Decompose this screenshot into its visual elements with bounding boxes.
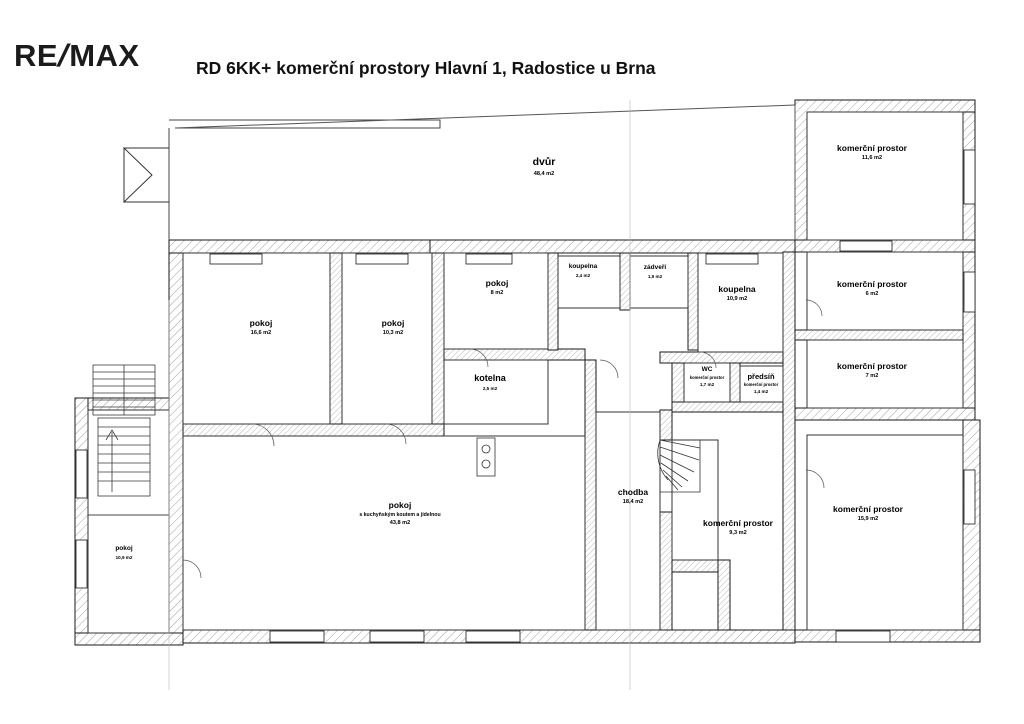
room-area: 10,3 m2 (382, 330, 404, 337)
room-area: 2,5 m2 (482, 385, 498, 391)
room-name: komerční prostor (837, 143, 907, 153)
room-area: 6 m2 (865, 291, 879, 298)
room-name: kotelna (474, 373, 506, 383)
room-area: 43,8 m2 (389, 519, 411, 526)
room-name: komerční prostor (833, 504, 903, 514)
room-subtitle: komerční prostor (743, 382, 779, 388)
room-area: 7 m2 (865, 373, 879, 380)
room-name: komerční prostor (837, 361, 907, 371)
room-name: dvůr (532, 156, 556, 168)
room-area: 15,9 m2 (857, 516, 879, 523)
logo-slash: / (54, 38, 74, 73)
room-area: 10,9 m2 (726, 296, 748, 303)
room-area: 1,4 m2 (753, 389, 769, 395)
room-name: pokoj (388, 500, 412, 510)
room-area: 2,4 m2 (575, 272, 591, 278)
room-name: předsíň (747, 372, 775, 381)
room-name: chodba (617, 487, 649, 497)
room-name: WC (701, 366, 713, 373)
room-subtitle: s kuchyňským koutem a jídelnou (359, 511, 441, 518)
room-name: pokoj (249, 318, 273, 328)
room-area: 10,9 m2 (115, 554, 133, 560)
room-area: 9,3 m2 (729, 530, 747, 537)
room-area: 1,7 m2 (699, 381, 715, 387)
room-area: 1,9 m2 (647, 273, 663, 279)
room-subtitle: komerční prostor (689, 375, 725, 381)
room-area: 48,4 m2 (533, 170, 555, 177)
room-name: koupelna (718, 284, 756, 294)
room-name: pokoj (381, 318, 405, 328)
room-name: komerční prostor (703, 518, 773, 528)
room-area: 8 m2 (490, 290, 504, 297)
room-name: pokoj (485, 278, 509, 288)
room-area: 18,4 m2 (622, 499, 644, 506)
logo-text-re: RE (14, 38, 59, 73)
page-title: RD 6KK+ komerční prostory Hlavní 1, Radostice u Brna (196, 58, 656, 78)
room-area: 11,6 m2 (861, 155, 883, 162)
room-area: 16,6 m2 (250, 330, 272, 337)
room-name: komerční prostor (837, 279, 907, 289)
logo-text-max: MAX (69, 38, 140, 73)
room-name: pokoj (115, 545, 133, 552)
room-name: koupelna (568, 263, 598, 270)
room-name: zádveří (643, 264, 667, 271)
